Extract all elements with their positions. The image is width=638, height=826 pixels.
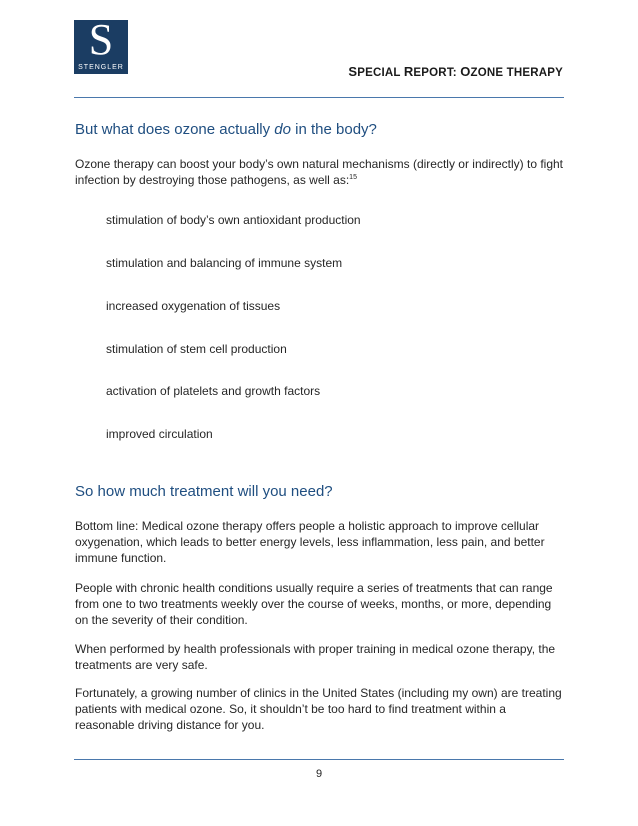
heading-emphasis: do	[274, 121, 291, 138]
footnote-ref: 15	[349, 174, 357, 181]
title-initial-s: S	[348, 64, 358, 79]
report-title	[348, 64, 563, 79]
footer-divider	[74, 759, 564, 760]
list-item: stimulation and balancing of immune system	[106, 256, 343, 270]
list-item: stimulation of stem cell production	[106, 342, 287, 356]
paragraph: People with chronic health conditions usually require a series of treatments that can range from one to two treatments weekly over the course of weeks, months, or more, depending on the severity of their condition.	[75, 581, 553, 627]
logo-brand: STENGLER	[78, 64, 124, 71]
logo-letter: S	[88, 15, 114, 64]
title-part-2: EPORT:	[413, 67, 461, 79]
section-heading-treatment: So how much treatment will you need?	[75, 483, 333, 500]
title-part-1: PECIAL	[357, 67, 404, 79]
title-part-3: ZONE THERAPY	[470, 67, 563, 79]
intro-paragraph	[75, 156, 567, 188]
section-heading-ozone-effects	[75, 121, 377, 138]
list-item: stimulation of body’s own antioxidant production	[106, 213, 361, 227]
paragraph: Fortunately, a growing number of clinics in the United States (including my own) are treating patients with medical ozone. So, it shouldn’t be too hard to find treatment within a reasonable driving distance for you.	[75, 686, 562, 732]
intro-text: Ozone therapy can boost your body’s own natural mechanisms (directly or indirectly) to fight infection by destroying those pathogens, as well as:	[75, 157, 564, 187]
list-item: increased oxygenation of tissues	[106, 299, 281, 313]
list-item: activation of platelets and growth factors	[106, 384, 321, 398]
page-number: 9	[315, 768, 323, 780]
heading-text-start: But what does ozone actually	[75, 121, 275, 138]
list-item: improved circulation	[106, 427, 213, 441]
title-initial-r: R	[403, 64, 414, 79]
header-divider	[74, 97, 564, 98]
paragraph: Bottom line: Medical ozone therapy offers people a holistic approach to improve cellular oxygenation, which leads to better energy levels, less inflammation, less pain, and better immune function.	[75, 519, 545, 565]
heading-text-end: in the body?	[290, 121, 377, 138]
paragraph: When performed by health professionals with proper training in medical ozone therapy, the treatments are very safe.	[75, 642, 556, 672]
title-initial-o: O	[460, 64, 471, 79]
stengler-logo	[74, 15, 128, 74]
